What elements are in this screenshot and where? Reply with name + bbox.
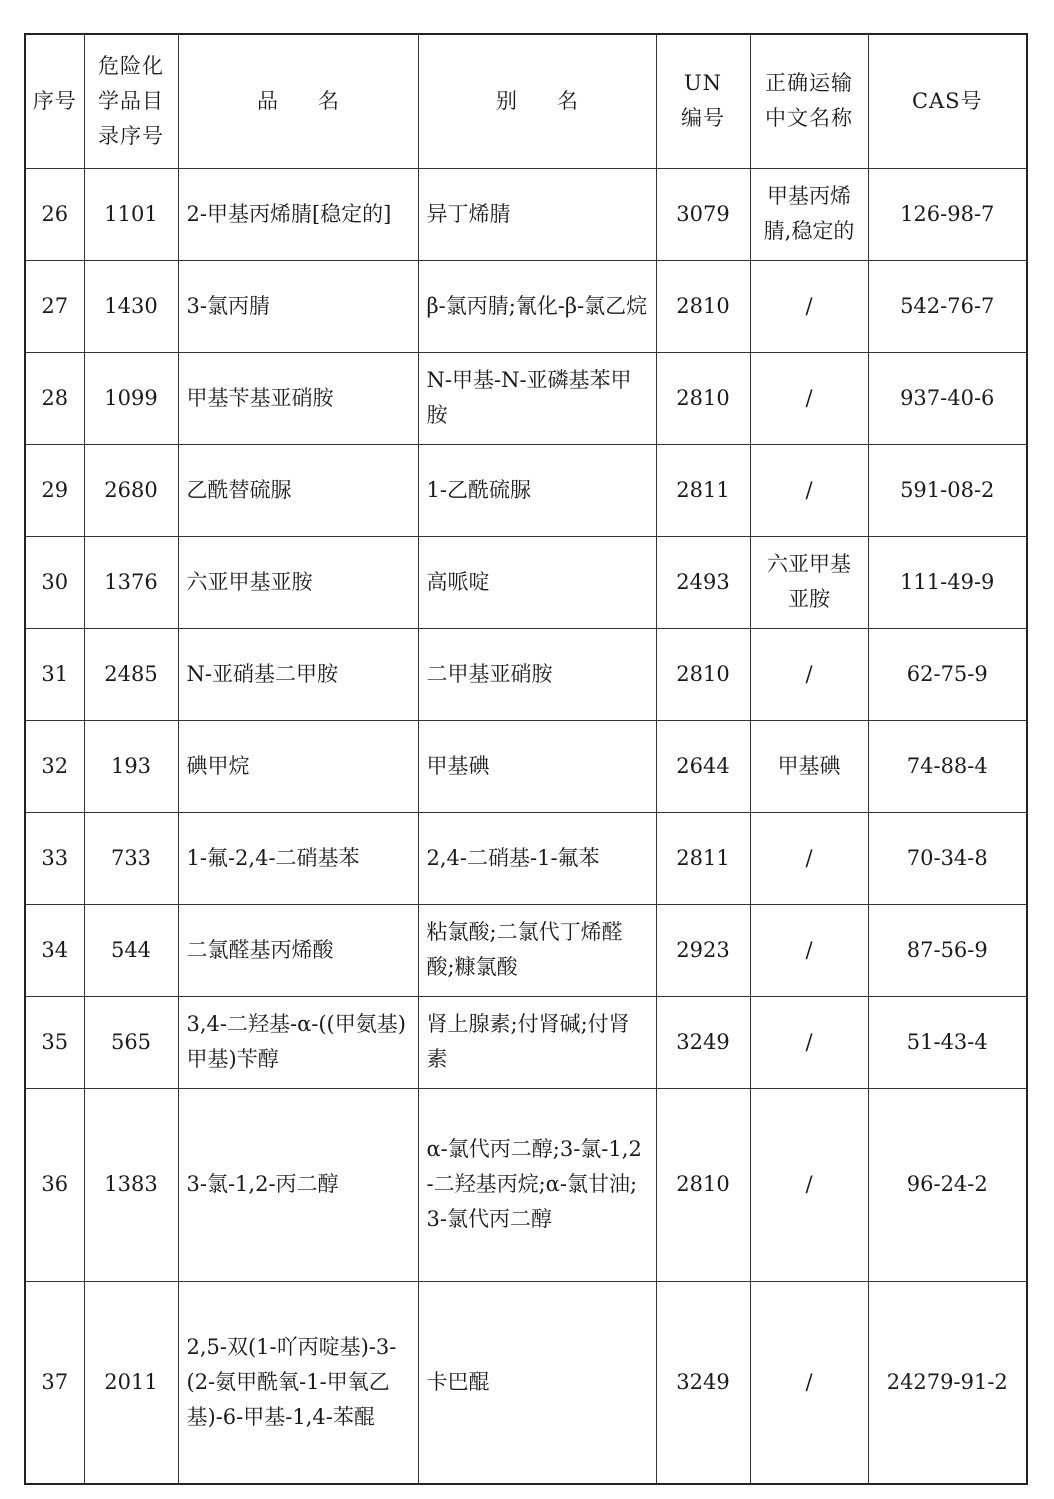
cell-name: 甲基苄基亚硝胺 [178, 352, 418, 444]
cell-name: 2-甲基丙烯腈[稳定的] [178, 168, 418, 260]
cell-alias: α-氯代丙二醇;3-氯-1,2-二羟基丙烷;α-氯甘油;3-氯代丙二醇 [418, 1088, 656, 1281]
cell-no: 27 [25, 260, 84, 352]
cell-name: 二氯醛基丙烯酸 [178, 904, 418, 996]
cell-name: 2,5-双(1-吖丙啶基)-3-(2-氨甲酰氧-1-甲氧乙基)-6-甲基-1,4-苯醌 [178, 1281, 418, 1484]
cell-cas: 542-76-7 [868, 260, 1027, 352]
cell-un: 2493 [656, 536, 750, 628]
cell-name: 1-氟-2,4-二硝基苯 [178, 812, 418, 904]
cell-cas: 126-98-7 [868, 168, 1027, 260]
cell-no: 28 [25, 352, 84, 444]
cell-shipping-name: / [750, 812, 868, 904]
cell-catalog-no: 2680 [84, 444, 178, 536]
header-cas: CAS号 [868, 34, 1027, 168]
cell-shipping-name: / [750, 628, 868, 720]
cell-cas: 51-43-4 [868, 996, 1027, 1088]
cell-un: 3249 [656, 1281, 750, 1484]
cell-alias: 异丁烯腈 [418, 168, 656, 260]
cell-shipping-name: 甲基丙烯腈,稳定的 [750, 168, 868, 260]
cell-shipping-name: 甲基碘 [750, 720, 868, 812]
cell-catalog-no: 544 [84, 904, 178, 996]
table-row [25, 812, 1027, 904]
cell-catalog-no: 565 [84, 996, 178, 1088]
cell-shipping-name: / [750, 1088, 868, 1281]
cell-no: 35 [25, 996, 84, 1088]
cell-shipping-name: / [750, 904, 868, 996]
cell-un: 2923 [656, 904, 750, 996]
cell-alias: β-氯丙腈;氰化-β-氯乙烷 [418, 260, 656, 352]
cell-catalog-no: 193 [84, 720, 178, 812]
table-row [25, 904, 1027, 996]
cell-name: 碘甲烷 [178, 720, 418, 812]
cell-alias: 二甲基亚硝胺 [418, 628, 656, 720]
table-row [25, 536, 1027, 628]
cell-shipping-name: / [750, 260, 868, 352]
header-no: 序号 [25, 34, 84, 168]
table-row [25, 444, 1027, 536]
cell-cas: 111-49-9 [868, 536, 1027, 628]
table-row [25, 352, 1027, 444]
header-shipping-name: 正确运输中文名称 [750, 34, 868, 168]
cell-shipping-name: / [750, 352, 868, 444]
cell-alias: 1-乙酰硫脲 [418, 444, 656, 536]
cell-alias: 高哌啶 [418, 536, 656, 628]
cell-cas: 74-88-4 [868, 720, 1027, 812]
cell-alias: 甲基碘 [418, 720, 656, 812]
cell-no: 34 [25, 904, 84, 996]
cell-catalog-no: 1430 [84, 260, 178, 352]
cell-un: 2810 [656, 628, 750, 720]
cell-catalog-no: 2485 [84, 628, 178, 720]
cell-cas: 62-75-9 [868, 628, 1027, 720]
cell-no: 36 [25, 1088, 84, 1281]
cell-no: 37 [25, 1281, 84, 1484]
cell-cas: 24279-91-2 [868, 1281, 1027, 1484]
cell-alias: 卡巴醌 [418, 1281, 656, 1484]
cell-no: 33 [25, 812, 84, 904]
cell-catalog-no: 1383 [84, 1088, 178, 1281]
table-header-row [25, 34, 1027, 168]
cell-shipping-name: 六亚甲基亚胺 [750, 536, 868, 628]
cell-name: 3,4-二羟基-α-((甲氨基)甲基)苄醇 [178, 996, 418, 1088]
cell-un: 2810 [656, 1088, 750, 1281]
cell-cas: 591-08-2 [868, 444, 1027, 536]
cell-alias: 肾上腺素;付肾碱;付肾素 [418, 996, 656, 1088]
cell-name: 3-氯-1,2-丙二醇 [178, 1088, 418, 1281]
table-row [25, 628, 1027, 720]
header-name: 品名 [178, 34, 418, 168]
cell-un: 2811 [656, 812, 750, 904]
cell-catalog-no: 1101 [84, 168, 178, 260]
cell-un: 2810 [656, 260, 750, 352]
cell-cas: 96-24-2 [868, 1088, 1027, 1281]
cell-un: 2644 [656, 720, 750, 812]
cell-shipping-name: / [750, 1281, 868, 1484]
cell-name: 六亚甲基亚胺 [178, 536, 418, 628]
cell-cas: 70-34-8 [868, 812, 1027, 904]
cell-shipping-name: / [750, 444, 868, 536]
cell-no: 30 [25, 536, 84, 628]
cell-cas: 87-56-9 [868, 904, 1027, 996]
cell-name: 3-氯丙腈 [178, 260, 418, 352]
table-row [25, 168, 1027, 260]
table-row [25, 996, 1027, 1088]
header-alias: 别名 [418, 34, 656, 168]
cell-alias: N-甲基-N-亚磷基苯甲胺 [418, 352, 656, 444]
cell-name: N-亚硝基二甲胺 [178, 628, 418, 720]
cell-catalog-no: 1376 [84, 536, 178, 628]
cell-alias: 粘氯酸;二氯代丁烯醛酸;糠氯酸 [418, 904, 656, 996]
header-catalog-no: 危险化学品目录序号 [84, 34, 178, 168]
header-un: UN编号 [656, 34, 750, 168]
cell-un: 3249 [656, 996, 750, 1088]
cell-catalog-no: 1099 [84, 352, 178, 444]
cell-no: 32 [25, 720, 84, 812]
cell-shipping-name: / [750, 996, 868, 1088]
table-row [25, 1281, 1027, 1484]
table-row [25, 1088, 1027, 1281]
cell-no: 26 [25, 168, 84, 260]
cell-no: 29 [25, 444, 84, 536]
cell-catalog-no: 2011 [84, 1281, 178, 1484]
cell-no: 31 [25, 628, 84, 720]
table-row [25, 720, 1027, 812]
cell-alias: 2,4-二硝基-1-氟苯 [418, 812, 656, 904]
cell-catalog-no: 733 [84, 812, 178, 904]
cell-un: 2810 [656, 352, 750, 444]
cell-un: 2811 [656, 444, 750, 536]
table-row [25, 260, 1027, 352]
cell-name: 乙酰替硫脲 [178, 444, 418, 536]
hazardous-chemicals-table [24, 33, 1028, 1485]
cell-cas: 937-40-6 [868, 352, 1027, 444]
cell-un: 3079 [656, 168, 750, 260]
